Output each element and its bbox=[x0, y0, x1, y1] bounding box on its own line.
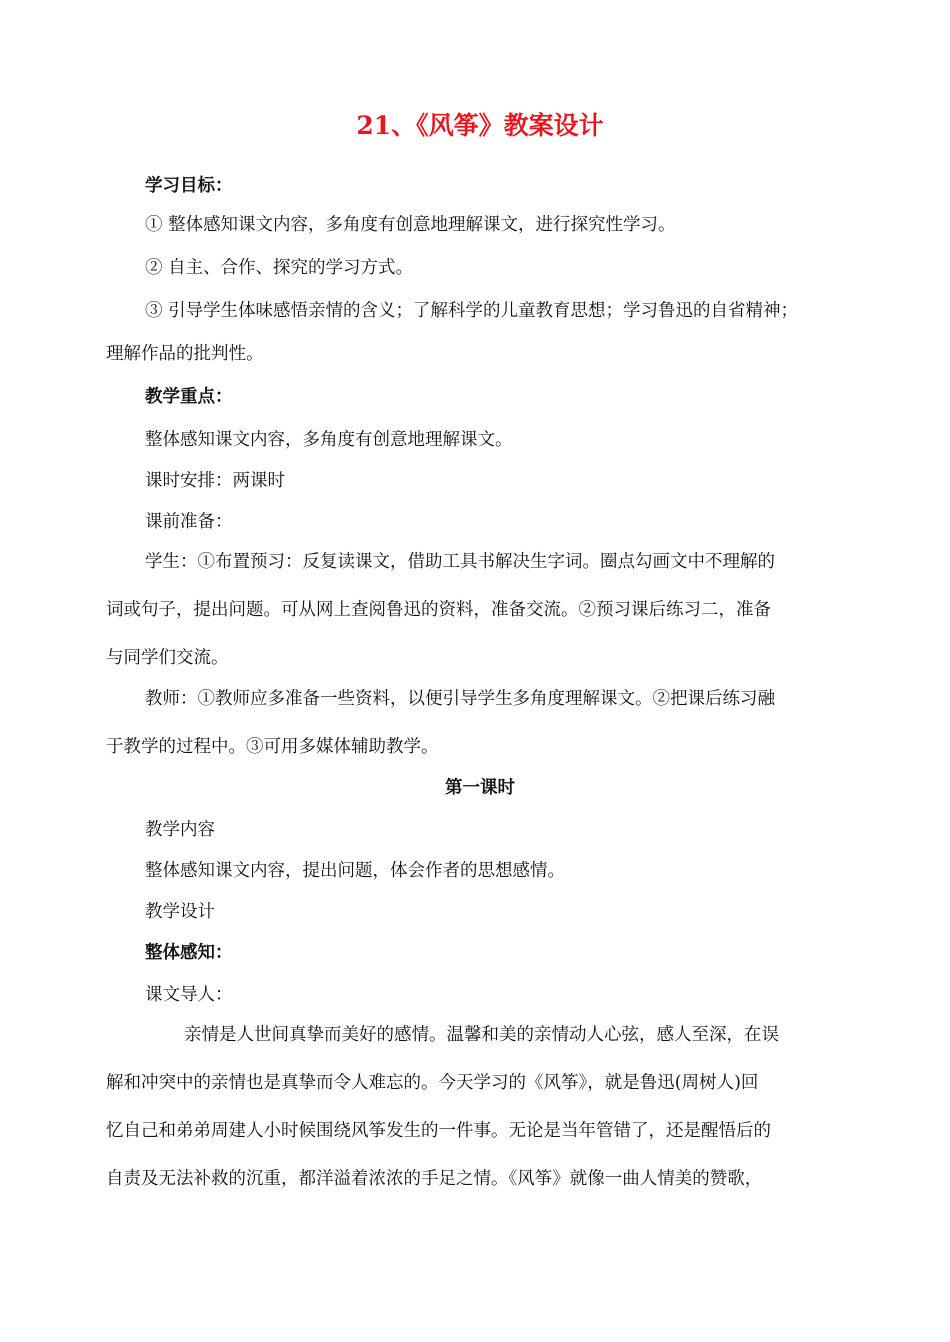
student-prep-line-1: 学生：①布置预习：反复读课文，借助工具书解决生字词。圈点勾画文中不理解的 bbox=[145, 552, 775, 572]
intro-paragraph-line-2: 解和冲突中的亲情也是真挚而令人难忘的。今天学习的《风筝》，就是鲁迅(周树人)回 bbox=[106, 1073, 759, 1093]
teaching-content-heading: 教学内容 bbox=[145, 820, 215, 840]
intro-paragraph-line-3: 忆自己和弟弟周建人小时候围绕风筝发生的一件事。无论是当年管错了，还是醒悟后的 bbox=[106, 1121, 771, 1141]
preparation-heading: 课前准备： bbox=[145, 512, 233, 532]
teaching-content-text: 整体感知课文内容，提出问题，体会作者的思想感情。 bbox=[145, 861, 565, 881]
introduction-heading: 课文导人： bbox=[145, 985, 233, 1005]
key-point-text: 整体感知课文内容，多角度有创意地理解课文。 bbox=[145, 430, 513, 450]
section-heading-key-points: 教学重点： bbox=[145, 387, 233, 407]
teacher-prep-line-2: 于教学的过程中。③可用多媒体辅助教学。 bbox=[106, 737, 439, 757]
lesson-one-heading: 第一课时 bbox=[445, 778, 515, 798]
schedule-text: 课时安排：两课时 bbox=[145, 471, 285, 491]
goal-item-3: ③ 引导学生体味感悟亲情的含义；了解科学的儿童教育思想；学习鲁迅的自省精神； bbox=[145, 301, 799, 321]
teaching-design-heading: 教学设计 bbox=[145, 902, 215, 922]
teacher-prep-line-1: 教师：①教师应多准备一些资料，以便引导学生多角度理解课文。②把课后练习融 bbox=[145, 689, 775, 709]
student-prep-line-2: 词或句子，提出问题。可从网上查阅鲁迅的资料，准备交流。②预习课后练习二，准备 bbox=[106, 600, 771, 620]
intro-paragraph-line-1: 亲情是人世间真挚而美好的感情。温馨和美的亲情动人心弦，感人至深，在误 bbox=[184, 1025, 779, 1045]
goal-item-3-continued: 理解作品的批判性。 bbox=[106, 344, 264, 364]
overall-perception-heading: 整体感知： bbox=[145, 943, 233, 963]
goal-item-2: ② 自主、合作、探究的学习方式。 bbox=[145, 258, 414, 278]
intro-paragraph-line-4: 自责及无法补救的沉重，都洋溢着浓浓的手足之情。《风筝》就像一曲人情美的赞歌， bbox=[106, 1169, 763, 1189]
document-title: 21、《风筝》教案设计 bbox=[356, 111, 604, 140]
section-heading-learning-goals: 学习目标： bbox=[145, 176, 233, 196]
student-prep-line-3: 与同学们交流。 bbox=[106, 648, 229, 668]
goal-item-1: ① 整体感知课文内容，多角度有创意地理解课文，进行探究性学习。 bbox=[145, 215, 676, 235]
